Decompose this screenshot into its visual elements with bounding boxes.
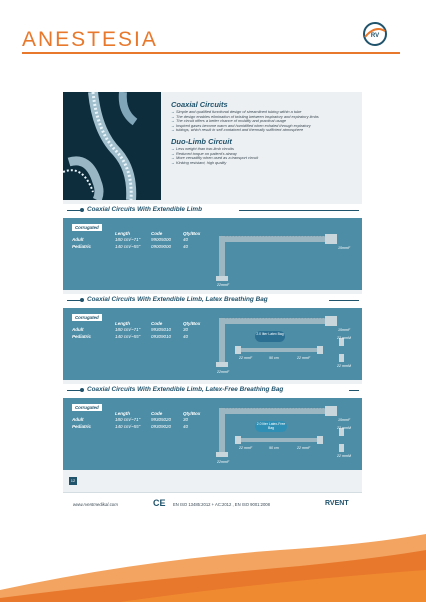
bullet-dot-icon <box>80 388 84 392</box>
catalog-footer <box>63 492 362 519</box>
rvent-logo-icon <box>362 21 388 47</box>
product-photo <box>63 92 161 200</box>
section-body <box>63 218 362 290</box>
iso-certification: EN ISO 13485:2012 + AC:2012 , EN ISO 9001:2008 <box>173 502 270 507</box>
product-table <box>67 314 213 340</box>
circuit-drawing <box>213 218 359 290</box>
section-header <box>63 294 362 308</box>
table-row: Adult 180 cm/~71" 99005000 40 <box>72 237 189 242</box>
catalog-page <box>63 92 362 519</box>
coaxial-bullets <box>171 110 357 133</box>
circuit-diagram <box>213 218 359 290</box>
section-latex-free-bag <box>63 384 362 470</box>
ce-mark-icon: CE <box>153 498 166 508</box>
table-header: Length Code Qty/Box <box>115 320 201 326</box>
website-link[interactable]: www.rventmedikal.com <box>73 502 118 507</box>
decorative-waves <box>0 520 426 602</box>
brand-logo: RVENT <box>325 500 349 507</box>
bullet-dot-icon <box>80 208 84 212</box>
list-item: → The design enables elimination of twisting between inspiratory and expiratory limbs <box>171 115 357 120</box>
circuit-diagram: 2.0 liter Latex Bag 15mmF 22 mmF 90 cm 22 mmF 22 mmM 22 mmM 22mmF <box>213 308 359 380</box>
connector-label: 22mmF <box>217 283 230 287</box>
duo-bullets <box>171 147 357 165</box>
product-table <box>67 224 213 250</box>
table-row: Adult 180 cm/~71" 99305010 30 <box>72 327 189 332</box>
section-title: Coaxial Circuits With Extendible Limb <box>87 206 202 213</box>
latex-bag: 2.0 liter Latex Bag <box>255 331 285 342</box>
list-item: → Reduced torque on patient's airway <box>171 152 357 157</box>
title-rule <box>22 52 400 54</box>
list-item: → Less weight than two-limb circuits <box>171 147 357 152</box>
section-title: Coaxial Circuits With Extendible Limb, Latex Breathing Bag <box>87 296 268 303</box>
section-extendible-limb <box>63 204 362 290</box>
list-item: → Inspired gases become warm and humidified when exhaled through expiratory <box>171 124 357 129</box>
hero-panel <box>63 92 362 200</box>
product-description <box>171 100 357 165</box>
coaxial-title: Coaxial Circuits <box>171 100 228 109</box>
circuit-diagram: 2.0 liter Latex-Free Bag 15mmF 22 mmF 90 cm 22 mmF 22 mmM 22 mmM 22mmF <box>213 398 359 470</box>
duo-title: Duo-Limb Circuit <box>171 136 232 146</box>
list-item: → The circuit offers a better chance of mobility and practical usage <box>171 119 357 124</box>
table-row: Adult 180 cm/~71" 99305020 30 <box>72 417 189 422</box>
bullet-dot-icon <box>80 298 84 302</box>
latex-free-bag: 2.0 liter Latex-Free Bag <box>256 422 286 430</box>
circuit-photo-image <box>63 92 161 200</box>
table-row: Pediatric 140 cm/~55" 09309020 40 <box>72 423 189 429</box>
table-row: Pediatric 140 cm/~55" 09309010 40 <box>72 333 189 339</box>
section-latex-bag <box>63 294 362 380</box>
list-item: → Simple and qualified functional design of streamlined tubing within a tube <box>171 110 357 115</box>
section-header <box>63 204 362 218</box>
corrugated-tag: Corrugated <box>72 314 102 321</box>
table-row: Pediatric 140 cm/~55" 09009000 40 <box>72 243 189 249</box>
connector-label: 15mmF <box>338 246 351 250</box>
page-number: 12 <box>70 478 76 483</box>
list-item: → tubings, which result in self-contained and thermally sufficient atmosphere <box>171 128 357 133</box>
section-header <box>63 384 362 398</box>
col-length: Length <box>115 230 130 236</box>
col-code: Code <box>151 230 163 236</box>
svg-text:RV: RV <box>370 33 380 39</box>
product-table <box>67 404 213 430</box>
list-item: → More versatility when used as a transport circuit <box>171 156 357 161</box>
circuit-drawing <box>213 398 359 470</box>
section-title: Coaxial Circuits With Extendible Limb, Latex-Free Breathing Bag <box>87 386 284 393</box>
corrugated-tag: Corrugated <box>72 224 102 231</box>
corrugated-tag: Corrugated <box>72 404 102 411</box>
col-qty: Qty/Box <box>183 230 201 236</box>
page-title: ANESTESIA <box>22 28 158 51</box>
section-body <box>63 308 362 380</box>
list-item: → Kinking resistant, high quality <box>171 161 357 166</box>
table-header: Length Code Qty/Box <box>115 410 201 416</box>
section-body <box>63 398 362 470</box>
circuit-drawing <box>213 308 359 380</box>
